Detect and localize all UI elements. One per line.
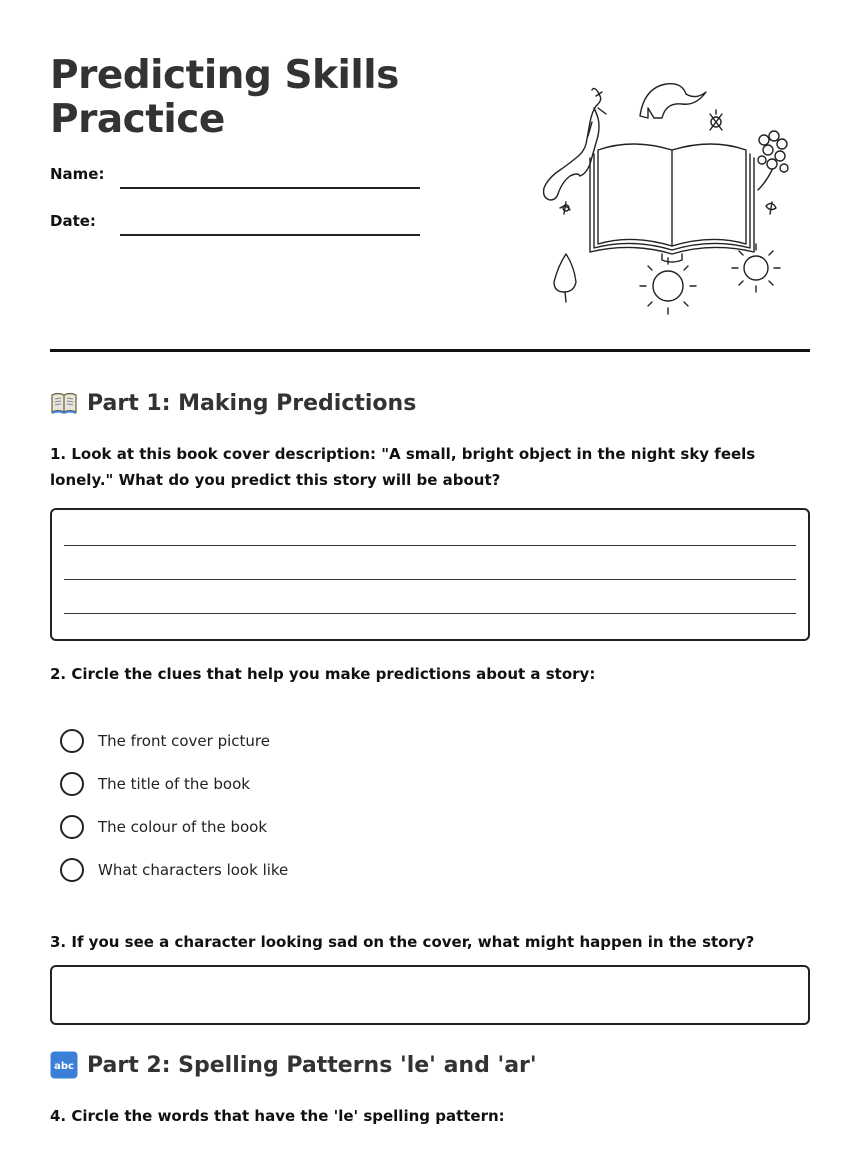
option-front-cover[interactable] — [60, 728, 270, 754]
abc-emoji-icon — [50, 1051, 78, 1079]
question-3: 3. If you see a character looking sad on the cover, what might happen in the story? — [50, 933, 755, 951]
answer-box-q3[interactable] — [50, 965, 810, 1025]
kangaroo-doodle — [544, 88, 606, 214]
option-label: What characters look like — [98, 861, 289, 879]
sparkle-doodle — [710, 110, 722, 130]
book-illustration-icon — [536, 78, 792, 318]
part1-heading-text: Part 1: Making Predictions — [87, 390, 417, 416]
part2-heading-text: Part 2: Spelling Patterns 'le' and 'ar' — [87, 1052, 537, 1078]
date-field[interactable] — [120, 234, 420, 236]
option-label: The colour of the book — [98, 818, 268, 836]
part2-heading — [50, 1051, 537, 1079]
open-book-emoji-icon — [50, 389, 78, 417]
option-title[interactable] — [60, 771, 250, 797]
option-circle[interactable] — [60, 815, 84, 839]
page-title: Predicting Skills Practice — [50, 53, 399, 142]
answer-line — [64, 613, 796, 614]
sun-doodle-small — [732, 244, 780, 292]
question-4: 4. Circle the words that have the 'le' spelling pattern: — [50, 1107, 505, 1125]
flower-doodle — [758, 131, 788, 214]
wave-doodle — [640, 84, 706, 118]
header-divider — [50, 349, 810, 352]
name-field[interactable] — [120, 187, 420, 189]
option-circle[interactable] — [60, 858, 84, 882]
answer-line — [64, 579, 796, 580]
open-book-doodle — [590, 144, 754, 262]
date-label: Date: — [50, 212, 96, 230]
option-label: The front cover picture — [98, 732, 270, 750]
abc-emoji-text: abc — [54, 1061, 74, 1072]
answer-box-q1[interactable] — [50, 508, 810, 641]
option-circle[interactable] — [60, 729, 84, 753]
answer-line — [64, 545, 796, 546]
question-2: 2. Circle the clues that help you make predictions about a story: — [50, 665, 596, 683]
option-characters[interactable] — [60, 857, 288, 883]
question-1: 1. Look at this book cover description: "A small, bright object in the night sky feels lonely." What do you predict this story will be about? — [50, 445, 756, 489]
option-colour[interactable] — [60, 814, 267, 840]
option-circle[interactable] — [60, 772, 84, 796]
option-label: The title of the book — [98, 775, 250, 793]
name-label: Name: — [50, 165, 105, 183]
tree-doodle — [554, 254, 576, 302]
sun-doodle — [640, 258, 696, 314]
part1-heading — [50, 389, 416, 417]
